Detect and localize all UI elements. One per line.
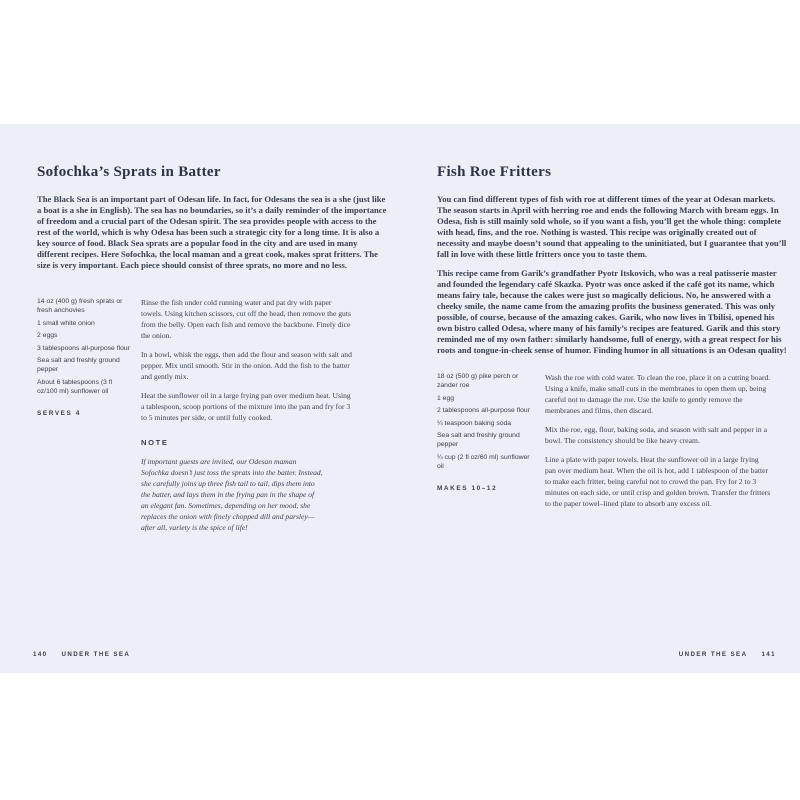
running-head-left: UNDER THE SEA xyxy=(61,651,131,658)
ingredient-item: 2 tablespoons all-purpose flour xyxy=(437,407,530,414)
page-number-right: 141 xyxy=(761,651,776,658)
method-step: Rinse the fish under cold running water and pat dry with paper towels. Using kitchen scissors, cut off the head, then remove the guts from the belly. Open each fish and remove the backbone. Finely dice the onion. xyxy=(141,298,351,340)
intro-paragraph: You can find different types of fish with roe at different times of the year at Odesan markets. The season starts in April with herring roe and ends the following March with bream eggs. In Odesa, fish is still mainly sold whole, so if you want a fish, you’ll get the whole thing: complete with head, fins, and the roe. Nothing is wasted. This recipe was originally created out of necessity and maybe doesn’t sound that appealing to the uninitiated, but I guarantee that you’ll fall in love with these little fritters once you to taste them. xyxy=(437,194,787,259)
footer-left xyxy=(33,651,130,658)
yield-label-right: MAKES 10–12 xyxy=(437,484,498,492)
method-step: Heat the sunflower oil in a large frying pan over medium heat. Using a tablespoon, scoop portions of the mixture into the pan and fry for 3 to 5 minutes per side, or until fully cooked. xyxy=(141,391,351,422)
method-column-left xyxy=(141,297,355,541)
ingredient-item: 14 oz (400 g) fresh sprats or fresh anchovies xyxy=(37,298,123,314)
ingredient-item: 18 oz (500 g) pike perch or zander roe xyxy=(437,373,519,389)
intro-paragraph: The Black Sea is an important part of Odesan life. In fact, for Odesans the sea is a she (just like a boat is a she in English). The sea has no boundaries, so it’s a daily reminder of the importance of freedom and a crucial part of the Odesan spirit. The sea provides people with access to the rest of the world, which is why Odesa has been such a strategic city for a long time. It is also a key source of food. Black Sea sprats are a popular food in the city and are used in many different recipes. Here Sofochka, the local maman and a great cook, makes sprat fritters. The size is very important. Each piece should consist of three sprats, no more and no less. xyxy=(37,194,387,270)
ingredient-item: 1 small white onion xyxy=(37,319,95,327)
ingredient-item: Sea salt and freshly ground pepper xyxy=(37,357,120,373)
ingredient-item: 3 tablespoons all-purpose flour xyxy=(37,344,130,352)
footer-right xyxy=(679,651,776,658)
page-number-left: 140 xyxy=(33,651,48,658)
recipe-title-right: Fish Roe Fritters xyxy=(437,164,552,180)
ingredient-item: 2 eggs xyxy=(37,332,58,339)
ingredient-item: Sea salt and freshly ground pepper xyxy=(437,432,520,448)
method-column-right xyxy=(545,372,771,517)
ingredients-column-right xyxy=(437,372,545,517)
ingredient-item: 1 egg xyxy=(437,394,455,402)
yield-label-left: SERVES 4 xyxy=(37,409,81,417)
ingredient-item: About 6 tablespoons (3 fl oz/100 ml) sunflower oil xyxy=(37,378,113,395)
ingredient-item: ¼ cup (2 fl oz/60 ml) sunflower oil xyxy=(437,453,530,470)
method-step: Line a plate with paper towels. Heat the sunflower oil in a large frying pan over medium heat. When the oil is hot, add 1 tablespoon of the batter to make each fritter, being careful not to crowd the pan. Fry for 2 to 3 minutes on each side, or until crisp and golden brown. Transfer the fritters to the paper towel–lined plate to absorb any excess oil. xyxy=(545,455,771,508)
method-step: Mix the roe, egg, flour, baking soda, and season with salt and pepper in a bowl. The consistency should be like heavy cream. xyxy=(545,425,767,445)
left-page xyxy=(37,164,387,541)
recipe-intro-left xyxy=(37,194,387,271)
intro-paragraph: This recipe came from Garik’s grandfather Pyotr Itskovich, who was a real patisserie master and founded the legendary café Skazka. Pyotr was once asked if the café got its name, which means fairy tale, because the cakes were just so magically delicious. No, he answered with a cheeky smile, the name came from the amazing profits the business generated. This was only possible, of course, because of the amazing cakes. Garik, who now lives in Tbilisi, opened his own bistro called Odesa, where many of his family’s recipes are featured. Garik and this story reminded me of my own father: similarly handsome, full of energy, with a great respect for his roots and tongue-in-cheek sense of humor. Finding humor in all situations is an Odesan quality! xyxy=(437,268,787,355)
recipe-body-left xyxy=(37,297,387,541)
ingredient-item: ¼ teaspoon baking soda xyxy=(437,419,512,427)
book-spread xyxy=(0,124,800,673)
method-step: In a bowl, whisk the eggs, then add the flour and season with salt and pepper. Mix until smooth. Stir in the onion. Add the fish to the batter and gently mix. xyxy=(141,350,352,381)
recipe-title-left: Sofochka’s Sprats in Batter xyxy=(37,164,221,180)
recipe-body-right xyxy=(437,372,791,517)
running-head-right: UNDER THE SEA xyxy=(678,651,748,658)
recipe-note xyxy=(141,437,323,533)
ingredients-column-left xyxy=(37,297,141,541)
note-heading: NOTE xyxy=(141,438,169,447)
note-body: If important guests are invited, our Odesan maman Sofochka doesn’t just toss the sprats into the batter. Instead, she carefully joins up three fish tail to tail, dips them into the batter, and lays them in the frying pan in the shape of an elegant fan. Sometimes, depending on her mood, she replaces the onion with finely chopped dill and parsley—after all, variety is the spice of life! xyxy=(141,457,323,532)
right-page xyxy=(437,164,791,517)
recipe-intro-right xyxy=(437,194,791,356)
method-step: Wash the roe with cold water. To clean the roe, place it on a cutting board. Using a knife, make small cuts in the membranes to open them up, being careful not to damage the roe. Use the knife to gently remove the membranes and films, then discard. xyxy=(545,373,771,415)
